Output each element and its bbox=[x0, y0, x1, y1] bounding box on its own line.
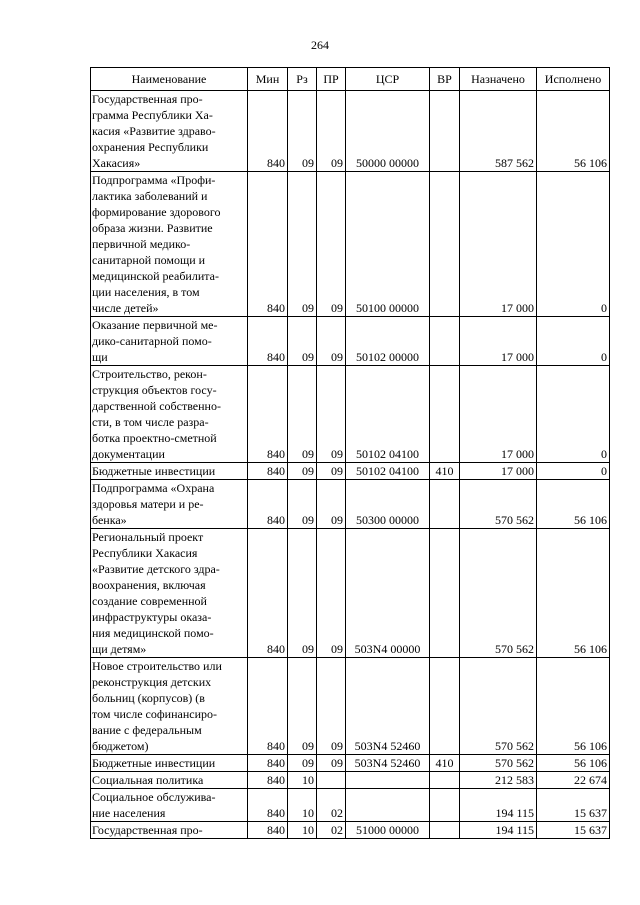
row-csr: 503N4 00000 bbox=[346, 529, 430, 658]
row-min: 840 bbox=[248, 658, 288, 755]
row-vr bbox=[430, 822, 460, 839]
row-rz: 09 bbox=[288, 480, 317, 529]
row-rz: 09 bbox=[288, 91, 317, 172]
budget-table bbox=[90, 67, 610, 839]
row-csr: 503N4 52460 bbox=[346, 658, 430, 755]
row-csr: 50102 00000 bbox=[346, 317, 430, 366]
row-name: Новое строительство или реконструкция детских больниц (корпусов) (в том числе софинансиро- вание с федеральным бюджетом) bbox=[91, 658, 248, 755]
row-name: Строительство, рекон- струкция объектов госу- дарственной собственно- сти, в том числе разра- ботка проектно-сметной документации bbox=[91, 366, 248, 463]
row-assigned: 570 562 bbox=[460, 480, 537, 529]
row-vr bbox=[430, 658, 460, 755]
header-vr: ВР bbox=[430, 68, 460, 91]
row-pr: 02 bbox=[317, 789, 346, 822]
row-name: Подпрограмма «Профи- лактика заболеваний и формирование здорового образа жизни. Развитие первичной медико- санитарной помощи и медицинской реабилита- ции населения, в том числе детей» bbox=[91, 172, 248, 317]
row-pr: 09 bbox=[317, 755, 346, 772]
row-rz: 10 bbox=[288, 789, 317, 822]
row-executed: 56 106 bbox=[537, 658, 610, 755]
row-csr: 50000 00000 bbox=[346, 91, 430, 172]
row-assigned: 194 115 bbox=[460, 789, 537, 822]
table-row bbox=[91, 366, 610, 463]
row-pr: 09 bbox=[317, 366, 346, 463]
row-rz: 10 bbox=[288, 822, 317, 839]
header-executed: Исполнено bbox=[537, 68, 610, 91]
row-rz: 09 bbox=[288, 366, 317, 463]
header-assigned: Назначено bbox=[460, 68, 537, 91]
table-header-row bbox=[91, 68, 610, 91]
row-min: 840 bbox=[248, 772, 288, 789]
row-vr bbox=[430, 772, 460, 789]
row-min: 840 bbox=[248, 529, 288, 658]
row-pr: 09 bbox=[317, 529, 346, 658]
row-min: 840 bbox=[248, 480, 288, 529]
row-pr: 09 bbox=[317, 91, 346, 172]
row-name: Региональный проект Республики Хакасия «Развитие детского здра- воохранения, включая создание современной инфраструктуры оказа- ния медицинской помо- щи детям» bbox=[91, 529, 248, 658]
row-pr: 09 bbox=[317, 317, 346, 366]
row-executed: 56 106 bbox=[537, 480, 610, 529]
row-executed: 56 106 bbox=[537, 755, 610, 772]
row-executed: 15 637 bbox=[537, 822, 610, 839]
row-rz: 09 bbox=[288, 658, 317, 755]
row-assigned: 587 562 bbox=[460, 91, 537, 172]
table-row bbox=[91, 755, 610, 772]
row-name: Государственная про- грамма Республики Ха- касия «Развитие здраво- охранения Республики Хакасия» bbox=[91, 91, 248, 172]
row-assigned: 194 115 bbox=[460, 822, 537, 839]
row-min: 840 bbox=[248, 172, 288, 317]
row-min: 840 bbox=[248, 755, 288, 772]
row-csr: 51000 00000 bbox=[346, 822, 430, 839]
row-executed: 56 106 bbox=[537, 91, 610, 172]
row-assigned: 570 562 bbox=[460, 529, 537, 658]
row-min: 840 bbox=[248, 463, 288, 480]
row-pr bbox=[317, 772, 346, 789]
row-vr bbox=[430, 789, 460, 822]
row-name: Бюджетные инвестиции bbox=[91, 463, 248, 480]
row-assigned: 17 000 bbox=[460, 172, 537, 317]
row-assigned: 17 000 bbox=[460, 317, 537, 366]
row-assigned: 212 583 bbox=[460, 772, 537, 789]
row-rz: 09 bbox=[288, 317, 317, 366]
row-executed: 0 bbox=[537, 172, 610, 317]
row-vr: 410 bbox=[430, 463, 460, 480]
row-min: 840 bbox=[248, 822, 288, 839]
row-vr bbox=[430, 529, 460, 658]
row-pr: 09 bbox=[317, 463, 346, 480]
row-assigned: 570 562 bbox=[460, 658, 537, 755]
row-min: 840 bbox=[248, 789, 288, 822]
table-row bbox=[91, 91, 610, 172]
table-row bbox=[91, 172, 610, 317]
header-name: Наименование bbox=[91, 68, 248, 91]
row-pr: 09 bbox=[317, 480, 346, 529]
row-pr: 09 bbox=[317, 658, 346, 755]
row-executed: 0 bbox=[537, 317, 610, 366]
row-csr: 50102 04100 bbox=[346, 463, 430, 480]
row-name: Социальная политика bbox=[91, 772, 248, 789]
header-rz: Рз bbox=[288, 68, 317, 91]
row-pr: 02 bbox=[317, 822, 346, 839]
row-csr: 50102 04100 bbox=[346, 366, 430, 463]
row-assigned: 17 000 bbox=[460, 463, 537, 480]
table-row bbox=[91, 822, 610, 839]
table-row bbox=[91, 463, 610, 480]
row-csr: 503N4 52460 bbox=[346, 755, 430, 772]
table-row bbox=[91, 789, 610, 822]
row-vr bbox=[430, 172, 460, 317]
row-vr bbox=[430, 91, 460, 172]
table-row bbox=[91, 480, 610, 529]
table-row bbox=[91, 529, 610, 658]
header-min: Мин bbox=[248, 68, 288, 91]
row-csr: 50100 00000 bbox=[346, 172, 430, 317]
page-number: 264 bbox=[311, 38, 329, 52]
row-rz: 09 bbox=[288, 529, 317, 658]
header-csr: ЦСР bbox=[346, 68, 430, 91]
table-row bbox=[91, 317, 610, 366]
row-executed: 56 106 bbox=[537, 529, 610, 658]
header-pr: ПР bbox=[317, 68, 346, 91]
row-vr: 410 bbox=[430, 755, 460, 772]
row-csr bbox=[346, 772, 430, 789]
table-row bbox=[91, 658, 610, 755]
row-pr: 09 bbox=[317, 172, 346, 317]
row-vr bbox=[430, 317, 460, 366]
row-csr bbox=[346, 789, 430, 822]
row-executed: 15 637 bbox=[537, 789, 610, 822]
row-vr bbox=[430, 366, 460, 463]
row-rz: 09 bbox=[288, 172, 317, 317]
row-name: Подпрограмма «Охрана здоровья матери и ре- бенка» bbox=[91, 480, 248, 529]
row-min: 840 bbox=[248, 317, 288, 366]
row-name: Бюджетные инвестиции bbox=[91, 755, 248, 772]
row-vr bbox=[430, 480, 460, 529]
row-executed: 22 674 bbox=[537, 772, 610, 789]
row-csr: 50300 00000 bbox=[346, 480, 430, 529]
row-rz: 09 bbox=[288, 463, 317, 480]
row-executed: 0 bbox=[537, 463, 610, 480]
row-min: 840 bbox=[248, 91, 288, 172]
table-row bbox=[91, 772, 610, 789]
row-name: Государственная про- bbox=[91, 822, 248, 839]
row-rz: 10 bbox=[288, 772, 317, 789]
row-assigned: 570 562 bbox=[460, 755, 537, 772]
row-min: 840 bbox=[248, 366, 288, 463]
row-assigned: 17 000 bbox=[460, 366, 537, 463]
row-executed: 0 bbox=[537, 366, 610, 463]
row-name: Социальное обслужива- ние населения bbox=[91, 789, 248, 822]
row-name: Оказание первичной ме- дико-санитарной помо- щи bbox=[91, 317, 248, 366]
row-rz: 09 bbox=[288, 755, 317, 772]
